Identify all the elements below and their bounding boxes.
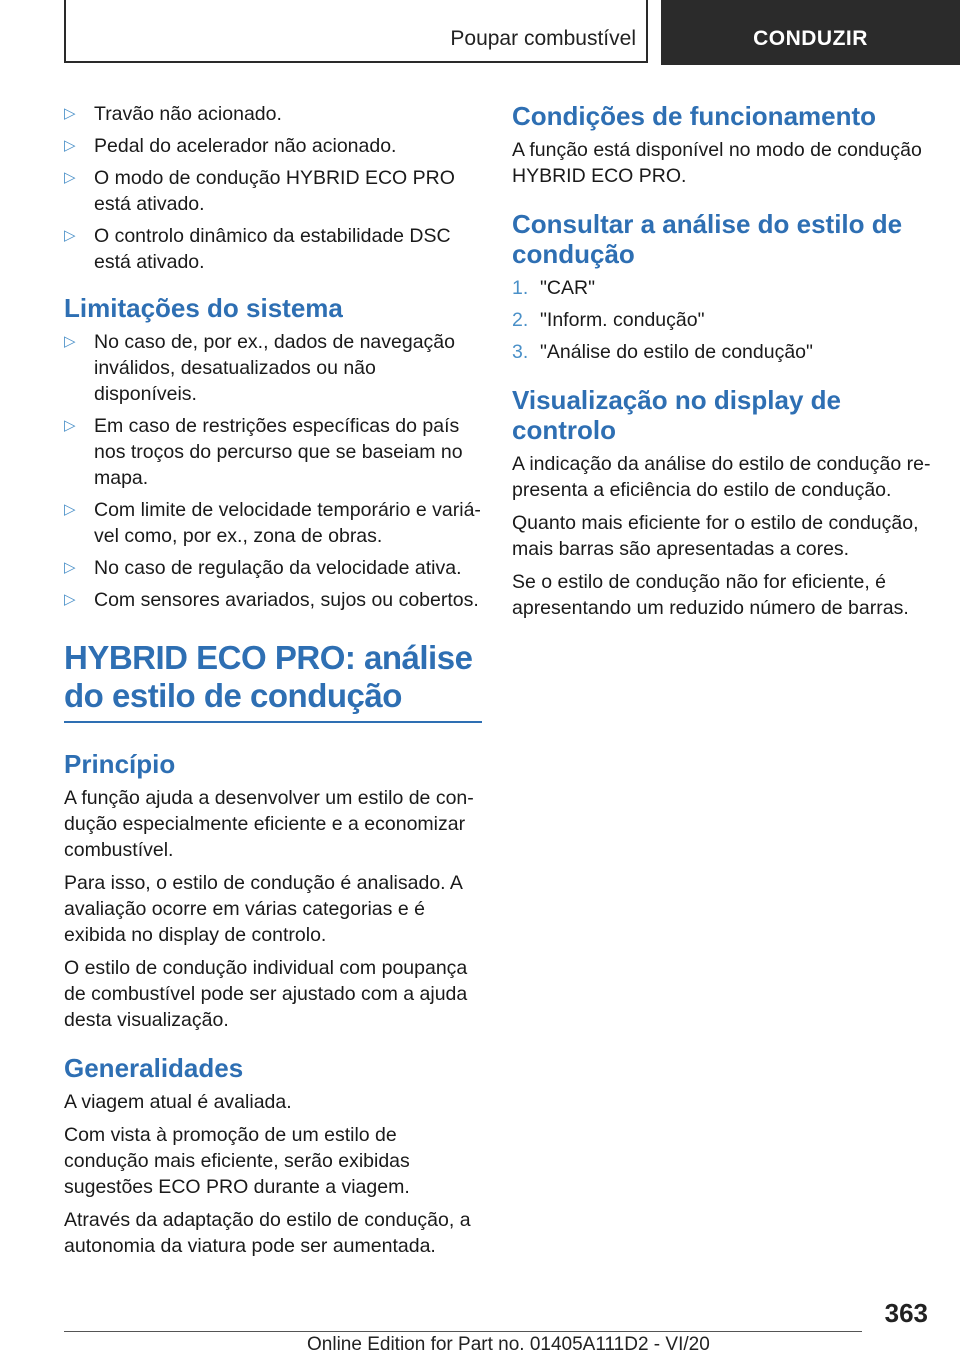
limitations-list <box>64 329 482 613</box>
chapter-tab: CONDUZIR <box>661 0 960 65</box>
title-divider <box>64 721 482 723</box>
display-paragraph: Quanto mais eficiente for o estilo de condução, mais barras são apresentadas a cores. <box>512 512 919 560</box>
general-heading: Generalidades <box>64 1053 244 1083</box>
list-item: ▷ O controlo dinâmico da estabilidade DSC está ativado. <box>64 225 451 273</box>
steps-list <box>512 275 932 365</box>
triangle-bullet-icon: ▷ <box>64 333 76 350</box>
step-item <box>512 275 932 301</box>
list-item: ▷ O modo de condução HYBRID ECO PRO está ativado. <box>64 167 455 215</box>
list-item: ▷ Com limite de velocidade temporário e variável como, por ex., zona de obras. <box>64 499 481 547</box>
display-heading: Visualização no display de controlo <box>512 385 841 445</box>
conditions-bullet-list <box>64 101 482 275</box>
triangle-bullet-icon: ▷ <box>64 169 76 186</box>
step-number: 3. <box>512 341 529 363</box>
principle-heading: Princípio <box>64 749 176 779</box>
principle-paragraph: A função ajuda a desenvolver um estilo de condução especialmente eficiente e a economizar combustível. <box>64 787 474 861</box>
triangle-bullet-icon: ▷ <box>64 137 76 154</box>
triangle-bullet-icon: ▷ <box>64 501 76 518</box>
step-item <box>512 339 932 365</box>
triangle-bullet-icon: ▷ <box>64 105 76 122</box>
list-item: ▷ Com sensores avariados, sujos ou cobertos. <box>64 589 479 611</box>
triangle-bullet-icon: ▷ <box>64 591 76 608</box>
step-number: 1. <box>512 277 529 299</box>
list-item: ▷ Pedal do acelerador não acionado. <box>64 135 397 157</box>
edition-footer: Online Edition for Part no. 01405A111D2 - VI/20 <box>307 1334 710 1355</box>
step-number: 2. <box>512 309 529 331</box>
limitations-heading: Limitações do sistema <box>64 293 343 323</box>
triangle-bullet-icon: ▷ <box>64 417 76 434</box>
footer-divider <box>64 1331 862 1332</box>
step-text: "CAR" <box>540 277 596 299</box>
section-title: Poupar combustível <box>450 27 636 50</box>
consult-heading: Consultar a análise do estilo de condução <box>512 209 903 269</box>
display-paragraph: A indicação da análise do estilo de condução representa a eficiência do estilo de condução. <box>512 453 931 501</box>
list-item: ▷ No caso de regulação da velocidade ativa. <box>64 557 462 579</box>
general-paragraph: Com vista à promoção de um estilo de condução mais eficiente, serão exibidas sugestões ECO PRO durante a viagem. <box>64 1124 410 1198</box>
left-column <box>64 101 482 1266</box>
conditions-heading: Condições de funcionamento <box>512 101 877 131</box>
triangle-bullet-icon: ▷ <box>64 559 76 576</box>
general-paragraph: Através da adaptação do estilo de condução, a autonomia da viatura pode ser aumentada. <box>64 1209 471 1257</box>
step-text: "Inform. condução" <box>540 309 705 331</box>
list-item: ▷ Travão não acionado. <box>64 103 282 125</box>
general-paragraph: A viagem atual é avaliada. <box>64 1091 292 1113</box>
display-paragraph: Se o estilo de condução não for eficiente, é apresentando um reduzido número de barras. <box>512 571 909 619</box>
step-text: "Análise do estilo de condução" <box>540 341 813 363</box>
step-item <box>512 307 932 333</box>
conditions-paragraph: A função está disponível no modo de condução HYBRID ECO PRO. <box>512 139 922 187</box>
main-title: HYBRID ECO PRO: análise do estilo de condução <box>64 639 473 714</box>
principle-paragraph: O estilo de condução individual com poupança de combustível pode ser ajustado com a ajuda desta visualização. <box>64 957 468 1031</box>
list-item: ▷ Em caso de restrições específicas do país nos troços do percurso que se baseiam no mapa. <box>64 415 463 489</box>
triangle-bullet-icon: ▷ <box>64 227 76 244</box>
principle-paragraph: Para isso, o estilo de condução é analisado. A avaliação ocorre em várias categorias e é exibida no display de controlo. <box>64 872 462 946</box>
list-item: ▷ No caso de, por ex., dados de navegação inválidos, desatualizados ou não disponíveis. <box>64 331 455 405</box>
right-column <box>512 101 932 628</box>
page-number: 363 <box>884 1298 928 1328</box>
main-title-block <box>64 639 482 723</box>
